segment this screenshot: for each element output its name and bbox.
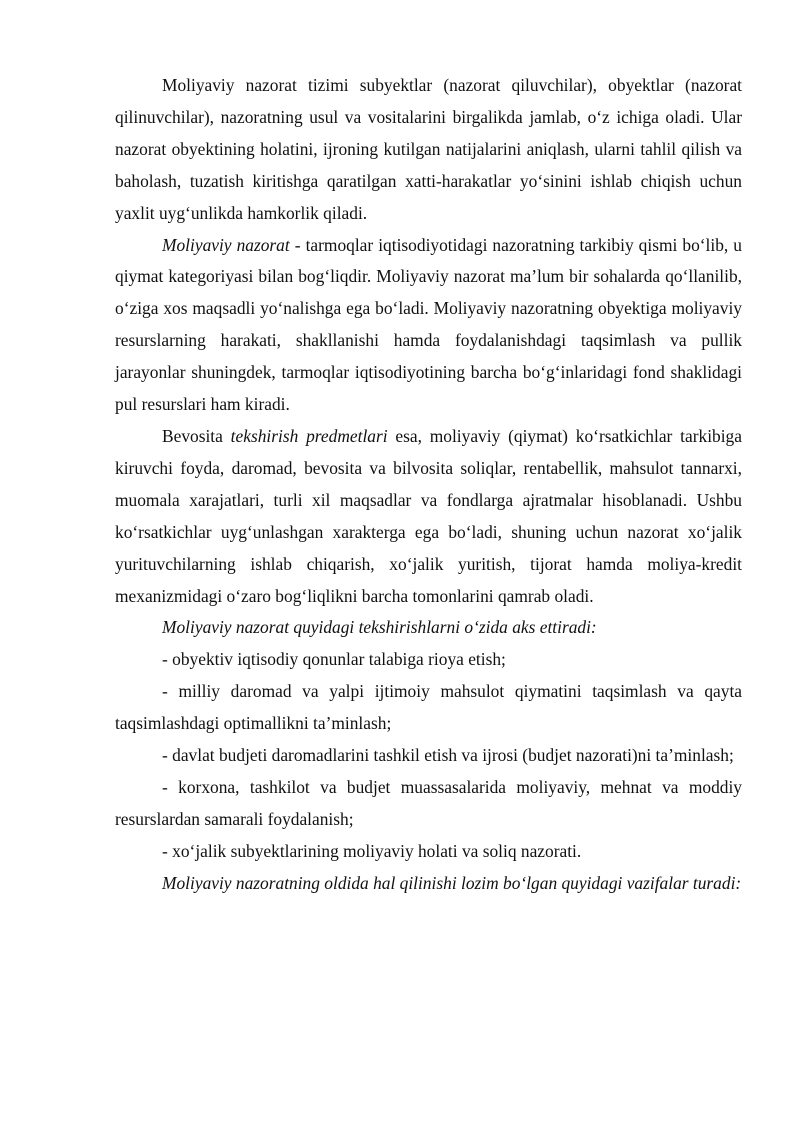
document-page — [115, 70, 742, 900]
paragraph-nazorat-tizimi: Moliyaviy nazorat tizimi subyektlar (nazorat qiluvchilar), obyektlar (nazorat qilinuvchilar), nazoratning usul va vositalarini birgalikda jamlab, o‘z ichiga oladi. Ular nazorat obyektining holatini, ijroning kutilgan natijalarini aniqlash, ularni tahlil qilish va baholash, tuzatish kiritishga qaratilgan xatti-harakatlar yo‘sinini ishlab chiqish uchun yaxlit uyg‘unlikda hamkorlik qiladi. — [115, 75, 742, 223]
list-item: - davlat budjeti daromadlarini tashkil etish va ijrosi (budjet nazorati)ni ta’minlash; — [162, 745, 734, 766]
term-tekshirish-predmetlari: tekshirish predmetlari — [230, 425, 388, 446]
list-item: - obyektiv iqtisodiy qonunlar talabiga rioya etish; — [162, 649, 506, 670]
paragraph-text: - tarmoqlar iqtisodiyotidagi nazoratning tarkibiy qismi bo‘lib, u qiymat kategoriyasi bilan bog‘liqdir. Moliyaviy nazorat ma’lum bir sohalarda qo‘llanilib, o‘ziga xos maqsadli yo‘nalishga ega bo‘ladi. Moliyaviy nazoratning obyektiga moliyaviy resurslarning harakati, shakllanishi hamda foydalanishdagi taqsimlash va pullik jarayonlar shuningdek, tarmoqlar iqtisodiyotining barcha bo‘g‘inlaridagi fond shaklidagi pul resurslari ham kiradi. — [115, 234, 742, 415]
list-item: - milliy daromad va yalpi ijtimoiy mahsulot qiymatini taqsimlash va qayta taqsimlashdagi optimallikni ta’minlash; — [115, 681, 742, 734]
paragraph-tekshirish-predmetlari — [115, 421, 742, 612]
paragraph-moliyaviy-nazorat-definition — [115, 230, 742, 421]
list-item: - xo‘jalik subyektlarining moliyaviy holati va soliq nazorati. — [162, 840, 582, 861]
list-heading-vazifalar: Moliyaviy nazoratning oldida hal qilinishi lozim bo‘lgan quyidagi vazifalar turadi: — [162, 872, 742, 893]
list-heading-tekshirishlar: Moliyaviy nazorat quyidagi tekshirishlarni o‘zida aks ettiradi: — [162, 617, 597, 638]
paragraph-text: esa, moliyaviy (qiymat) ko‘rsatkichlar tarkibiga kiruvchi foyda, daromad, bevosita va bilvosita soliqlar, rentabellik, mahsulot tannarxi, muomala xarajatlari, turli xil maqsadlar va fondlarga ajratmalar hisoblanadi. Ushbu ko‘rsatkichlar uyg‘unlashgan xarakterga ega bo‘ladi, shuning uchun nazorat xo‘jalik yurituvchilarning ishlab chiqarish, xo‘jalik yuritish, tijorat hamda moliya-kredit mexanizmidagi o‘zaro bog‘liqlikni barcha tomonlarini qamrab oladi. — [115, 425, 742, 606]
paragraph-text: Bevosita — [162, 425, 231, 446]
list-item: - korxona, tashkilot va budjet muassasalarida moliyaviy, mehnat va moddiy resurslardan samarali foydalanish; — [115, 776, 742, 829]
term-moliyaviy-nazorat: Moliyaviy nazorat — [162, 234, 290, 255]
